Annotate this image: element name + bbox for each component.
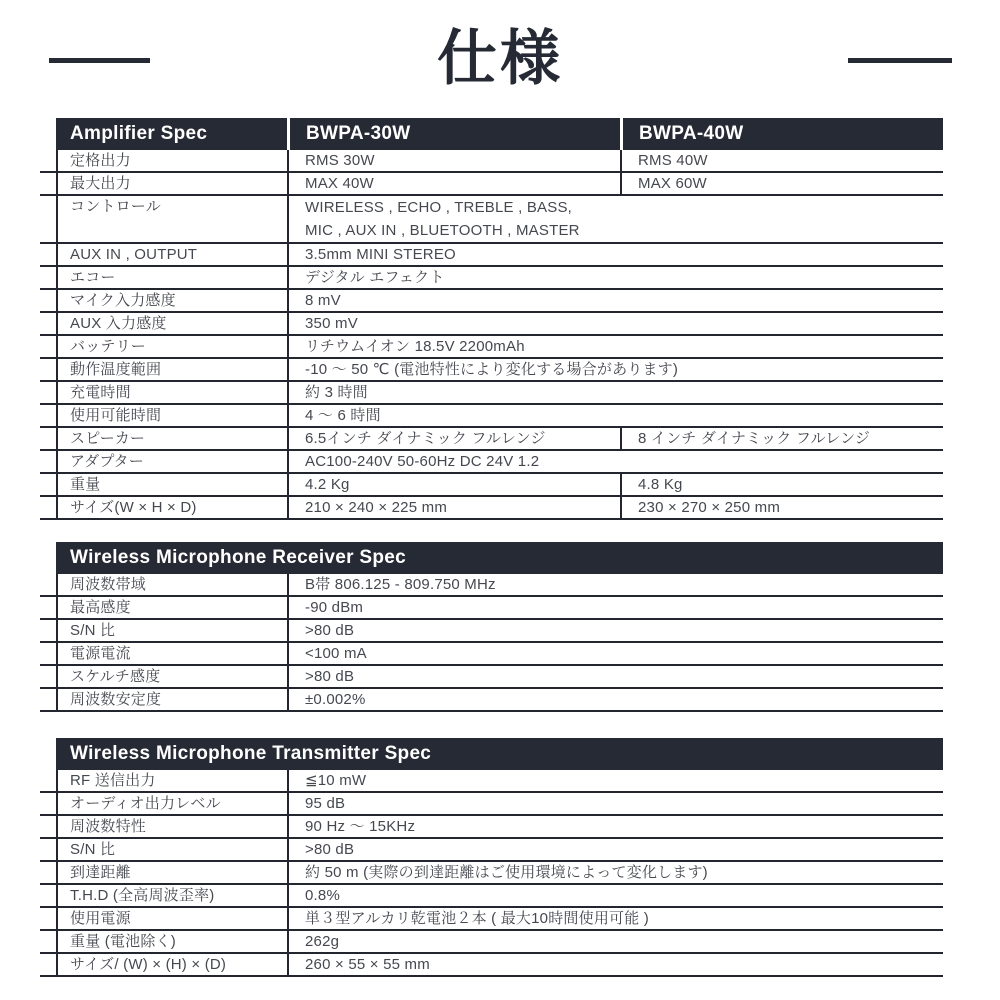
row-left-gutter	[40, 839, 56, 860]
row-left-gutter	[40, 620, 56, 641]
row-label: スケルチ感度	[56, 666, 287, 687]
row-label: 最大出力	[56, 173, 287, 194]
row-value: WIRELESS , ECHO , TREBLE , BASS, MIC , AUX IN , BLUETOOTH , MASTER	[287, 196, 943, 242]
spec-row	[40, 689, 943, 712]
row-value: >80 dB	[287, 620, 943, 641]
spec-row	[40, 793, 943, 816]
header-model-bwpa-30w: BWPA-30W	[287, 118, 620, 150]
row-left-gutter	[40, 405, 56, 426]
spec-row	[40, 620, 943, 643]
row-label: 使用可能時間	[56, 405, 287, 426]
spec-row	[40, 451, 943, 474]
row-left-gutter	[40, 267, 56, 288]
row-value: -10 ～ 50 ℃ (電池特性により変化する場合があります)	[287, 359, 943, 380]
row-label: 充電時間	[56, 382, 287, 403]
row-value: -90 dBm	[287, 597, 943, 618]
row-value: 6.5インチ ダイナミック フルレンジ	[287, 428, 620, 449]
row-left-gutter	[40, 689, 56, 710]
row-value: 260 × 55 × 55 mm	[287, 954, 943, 975]
row-value: デジタル エフェクト	[287, 267, 943, 288]
row-value: 230 × 270 × 250 mm	[620, 497, 943, 518]
row-label: 最高感度	[56, 597, 287, 618]
spec-row	[40, 816, 943, 839]
header-amplifier-spec: Amplifier Spec	[56, 118, 287, 150]
row-value: 0.8%	[287, 885, 943, 906]
spec-row	[40, 150, 943, 173]
row-left-gutter	[40, 666, 56, 687]
row-label: 周波数安定度	[56, 689, 287, 710]
row-label: バッテリー	[56, 336, 287, 357]
amplifier-table-header-row	[56, 118, 943, 150]
row-value: 8 mV	[287, 290, 943, 311]
row-value: 4.8 Kg	[620, 474, 943, 495]
row-value: 3.5mm MINI STEREO	[287, 244, 943, 265]
row-label: 周波数帯域	[56, 574, 287, 595]
row-value: リチウムイオン 18.5V 2200mAh	[287, 336, 943, 357]
spec-row	[40, 196, 943, 244]
receiver-spec-title: Wireless Microphone Receiver Spec	[56, 542, 943, 574]
row-left-gutter	[40, 428, 56, 449]
row-left-gutter	[40, 954, 56, 975]
row-value: 約 50 m (実際の到達距離はご使用環境によって変化します)	[287, 862, 943, 883]
spec-row	[40, 173, 943, 196]
row-value: 4.2 Kg	[287, 474, 620, 495]
row-label: 重量	[56, 474, 287, 495]
spec-row	[40, 643, 943, 666]
row-left-gutter	[40, 173, 56, 194]
row-value: 95 dB	[287, 793, 943, 814]
row-label: T.H.D (全高周波歪率)	[56, 885, 287, 906]
title-dash-right-decoration	[848, 58, 952, 63]
row-left-gutter	[40, 931, 56, 952]
row-value: >80 dB	[287, 839, 943, 860]
row-label: 重量 (電池除く)	[56, 931, 287, 952]
row-label: アダプター	[56, 451, 287, 472]
row-value: ≦10 mW	[287, 770, 943, 791]
row-value: B帯 806.125 - 809.750 MHz	[287, 574, 943, 595]
row-value: RMS 30W	[287, 150, 620, 171]
row-left-gutter	[40, 313, 56, 334]
row-label: サイズ/ (W) × (H) × (D)	[56, 954, 287, 975]
row-left-gutter	[40, 816, 56, 837]
row-value: ±0.002%	[287, 689, 943, 710]
spec-row	[40, 267, 943, 290]
row-left-gutter	[40, 793, 56, 814]
row-label: エコー	[56, 267, 287, 288]
spec-row	[40, 862, 943, 885]
row-value: 350 mV	[287, 313, 943, 334]
row-value: 90 Hz ～ 15KHz	[287, 816, 943, 837]
row-value: 210 × 240 × 225 mm	[287, 497, 620, 518]
row-value: MAX 40W	[287, 173, 620, 194]
row-label: RF 送信出力	[56, 770, 287, 791]
transmitter-spec-table	[40, 738, 943, 977]
row-label: 到達距離	[56, 862, 287, 883]
spec-row	[40, 666, 943, 689]
row-left-gutter	[40, 885, 56, 906]
amplifier-table-body	[40, 150, 943, 520]
row-left-gutter	[40, 643, 56, 664]
row-left-gutter	[40, 451, 56, 472]
spec-row	[40, 931, 943, 954]
row-label: 使用電源	[56, 908, 287, 929]
spec-row	[40, 885, 943, 908]
row-label: AUX IN , OUTPUT	[56, 244, 287, 265]
amplifier-spec-table	[40, 118, 943, 520]
title-section	[40, 0, 960, 118]
row-left-gutter	[40, 336, 56, 357]
spec-row	[40, 313, 943, 336]
row-left-gutter	[40, 597, 56, 618]
row-value: 262g	[287, 931, 943, 952]
row-label: マイク入力感度	[56, 290, 287, 311]
row-label: 周波数特性	[56, 816, 287, 837]
spacer	[40, 712, 960, 738]
spec-row	[40, 244, 943, 267]
spec-row	[40, 290, 943, 313]
spec-row	[40, 597, 943, 620]
receiver-spec-table	[40, 542, 943, 712]
row-label: 電源電流	[56, 643, 287, 664]
spec-row	[40, 908, 943, 931]
row-left-gutter	[40, 908, 56, 929]
row-label: AUX 入力感度	[56, 313, 287, 334]
spec-row	[40, 359, 943, 382]
row-label: コントロール	[56, 196, 287, 242]
row-left-gutter	[40, 574, 56, 595]
row-left-gutter	[40, 497, 56, 518]
row-label: 動作温度範囲	[56, 359, 287, 380]
spec-row	[40, 382, 943, 405]
row-label: オーディオ出力レベル	[56, 793, 287, 814]
spec-row	[40, 954, 943, 977]
page-title: 仕様	[437, 25, 563, 92]
spec-row	[40, 574, 943, 597]
row-left-gutter	[40, 359, 56, 380]
row-left-gutter	[40, 474, 56, 495]
row-label: サイズ(W × H × D)	[56, 497, 287, 518]
row-value: >80 dB	[287, 666, 943, 687]
transmitter-table-body	[40, 770, 943, 977]
spec-row	[40, 405, 943, 428]
row-left-gutter	[40, 150, 56, 171]
spec-row	[40, 336, 943, 359]
row-label: 定格出力	[56, 150, 287, 171]
row-value: RMS 40W	[620, 150, 943, 171]
row-left-gutter	[40, 862, 56, 883]
row-value: AC100-240V 50-60Hz DC 24V 1.2	[287, 451, 943, 472]
spec-row	[40, 770, 943, 793]
row-left-gutter	[40, 770, 56, 791]
row-label: S/N 比	[56, 839, 287, 860]
row-left-gutter	[40, 382, 56, 403]
spec-row	[40, 428, 943, 451]
receiver-table-body	[40, 574, 943, 712]
row-left-gutter	[40, 290, 56, 311]
row-value: MAX 60W	[620, 173, 943, 194]
spec-row	[40, 474, 943, 497]
row-value: <100 mA	[287, 643, 943, 664]
row-value: 4 ～ 6 時間	[287, 405, 943, 426]
row-left-gutter	[40, 244, 56, 265]
transmitter-spec-title: Wireless Microphone Transmitter Spec	[56, 738, 943, 770]
header-model-bwpa-40w: BWPA-40W	[620, 118, 943, 150]
row-value: 約 3 時間	[287, 382, 943, 403]
row-value: 8 インチ ダイナミック フルレンジ	[620, 428, 943, 449]
row-label: S/N 比	[56, 620, 287, 641]
row-value: 単３型アルカリ乾電池２本 ( 最大10時間使用可能 )	[287, 908, 943, 929]
spec-row	[40, 839, 943, 862]
title-dash-left-decoration	[49, 58, 150, 63]
spacer	[40, 520, 960, 542]
spec-row	[40, 497, 943, 520]
row-label: スピーカー	[56, 428, 287, 449]
row-left-gutter	[40, 196, 56, 242]
